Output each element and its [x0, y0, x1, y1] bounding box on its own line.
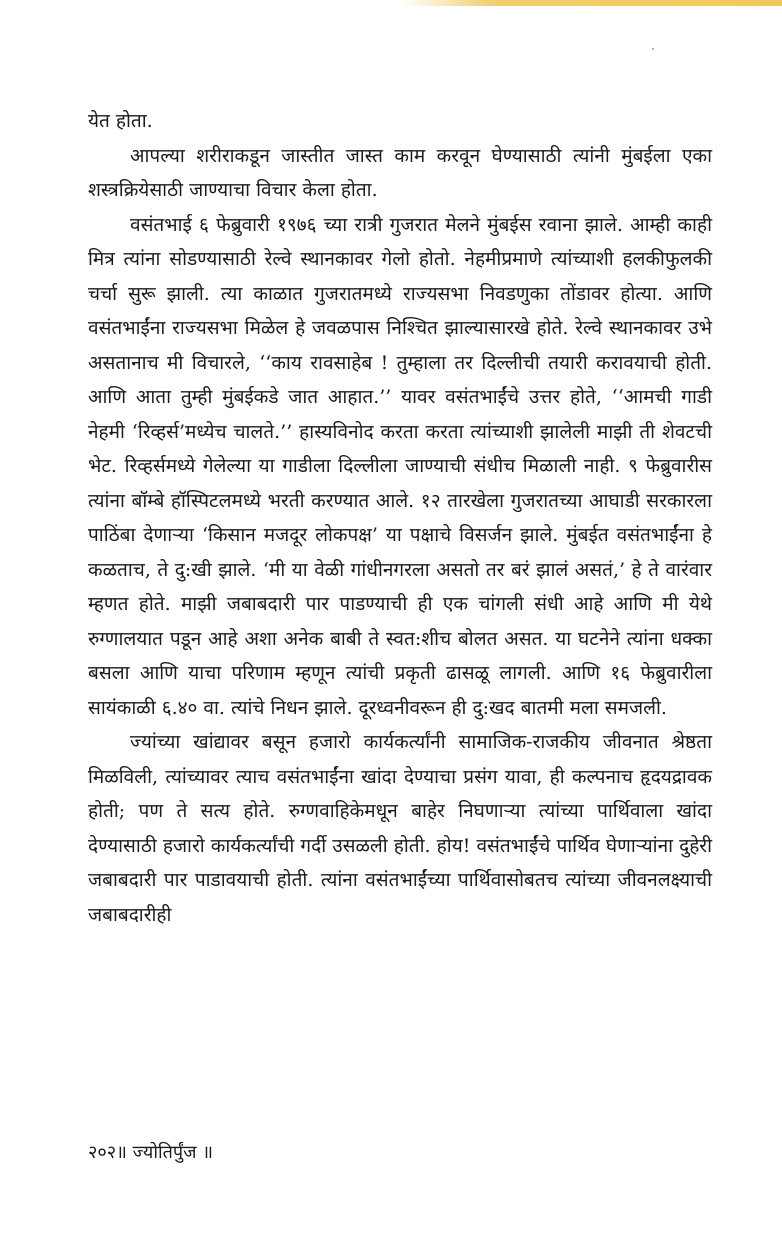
top-decorative-rule: [400, 0, 782, 6]
page-footer: [88, 1140, 213, 1166]
page-speck: [652, 48, 654, 50]
paragraph-funeral: ज्यांच्या खांद्यावर बसून हजारो कार्यकर्त्यांनी सामाजिक-राजकीय जीवनात श्रेष्ठता मिळविली, त्यांच्यावर त्याच वसंतभाईंना खांदा देण्याचा प्रसंग यावा, ही कल्पनाच हृदयद्रावक होती; पण ते सत्य होते. रुग्णवाहिकेमधून बाहेर निघणाऱ्या त्यांच्या पार्थिवाला खांदा देण्यासाठी हजारो कार्यकर्त्यांची गर्दी उसळली होती. होय! वसंतभाईंचे पार्थिव घेणाऱ्यांना दुहेरी जबाबदारी पार पाडावयाची होती. त्यांना वसंतभाईंच्या पार्थिवासोबतच त्यांच्या जीवनलक्ष्याची जबाबदारीही: [88, 731, 712, 926]
paragraph-continuation: येत होता.: [88, 110, 153, 132]
page-number: २०२: [88, 1142, 117, 1163]
page-body: [88, 104, 712, 932]
book-title: ॥ ज्योतिर्पुंज ॥: [116, 1142, 214, 1163]
paragraph-last-meeting: वसंतभाई ६ फेब्रुवारी १९७६ च्या रात्री गुजरात मेलने मुंबईस रवाना झाले. आम्ही काही मित्र त्यांना सोडण्यासाठी रेल्वे स्थानकावर गेलो होतो. नेहमीप्रमाणे त्यांच्याशी हलकीफुलकी चर्चा सुरू झाली. त्या काळात गुजरातमध्ये राज्यसभा निवडणुका तोंडावर होत्या. आणि वसंतभाईंना राज्यसभा मिळेल हे जवळपास निश्चित झाल्यासारखे होते. रेल्वे स्थानकावर उभे असतानाच मी विचारले, ‘‘काय रावसाहेब ! तुम्हाला तर दिल्लीची तयारी करावयाची होती. आणि आता तुम्ही मुंबईकडे जात आहात.’’ यावर वसंतभाईंचे उत्तर होते, ‘‘आमची गाडी नेहमी ‘रिव्हर्स’मध्येच चालते.’’ हास्यविनोद करता करता त्यांच्याशी झालेली माझी ती शेवटची भेट. रिव्हर्समध्ये गेलेल्या या गाडीला दिल्लीला जाण्याची संधीच मिळाली नाही. ९ फेब्रुवारीस त्यांना बॉम्बे हॉस्पिटलमध्ये भरती करण्यात आले. १२ तारखेला गुजरातच्या आघाडी सरकारला पाठिंबा देणाऱ्या ‘किसान मजदूर लोकपक्ष’ या पक्षाचे विसर्जन झाले. मुंबईत वसंतभाईंना हे कळताच, ते दु:खी झाले. ‘मी या वेळी गांधीनगरला असतो तर बरं झालं असतं,’ हे ते वारंवार म्हणत होते. माझी जबाबदारी पार पाडण्याची ही एक चांगली संधी आहे आणि मी येथे रुग्णालयात पडून आहे अशा अनेक बाबी ते स्वत:शीच बोलत असत. या घटनेने त्यांना धक्का बसला आणि याचा परिणाम म्हणून त्यांची प्रकृती ढासळू लागली. आणि १६ फेब्रुवारीला सायंकाळी ६.४० वा. त्यांचे निधन झाले. दूरध्वनीवरून ही दु:खद बातमी मला समजली.: [88, 213, 712, 719]
paragraph-surgery-plan: आपल्या शरीराकडून जास्तीत जास्त काम करवून घेण्यासाठी त्यांनी मुंबईला एका शस्त्रक्रियेसाठी जाण्याचा विचार केला होता.: [88, 144, 712, 201]
